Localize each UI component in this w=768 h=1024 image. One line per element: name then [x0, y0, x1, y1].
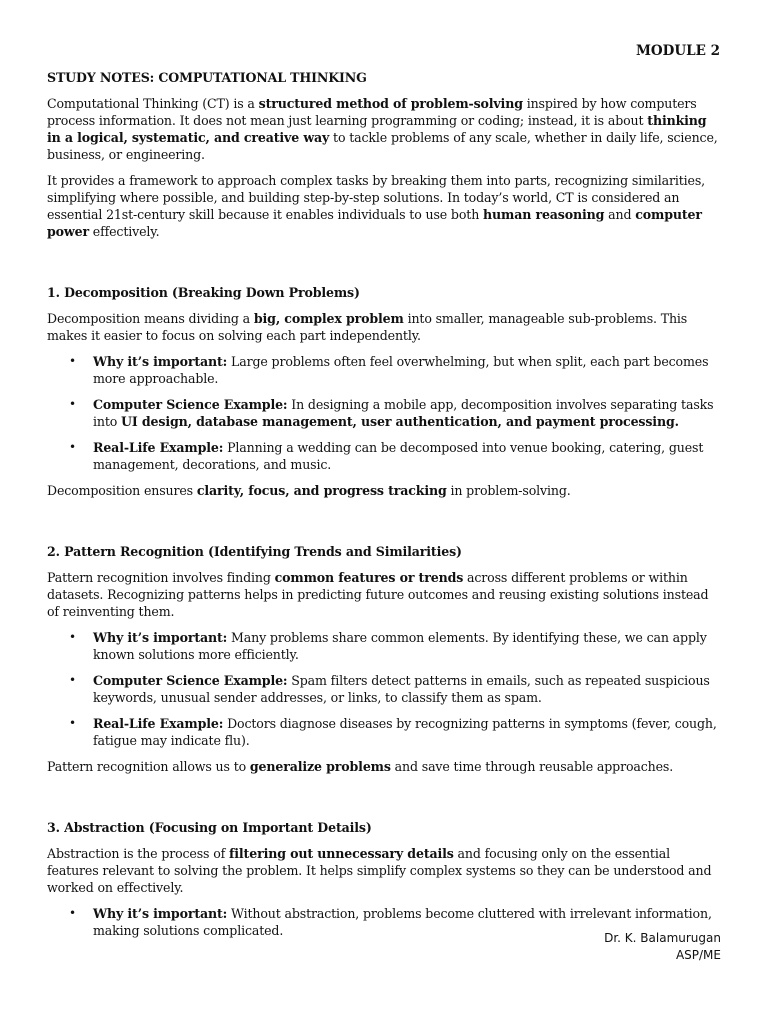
- list-item: • Computer Science Example: In designing a mobile app, decomposition involves separating tasks into UI design, database management, user authentication, and payment processing.: [69, 397, 714, 429]
- bullet-glyph: •: [69, 397, 76, 411]
- section-heading-abstraction: 3. Abstraction (Focusing on Important Details): [47, 820, 372, 835]
- bullet-glyph: •: [69, 630, 76, 644]
- list-item: • Real-Life Example: Doctors diagnose diseases by recognizing patterns in symptoms (fever, cough, fatigue may indicate flu).: [69, 716, 717, 748]
- section-intro: Decomposition means dividing a big, complex problem into smaller, manageable sub-problems. This makes it easier to focus on solving each part independently.: [47, 311, 688, 343]
- list-item: • Why it’s important: Many problems share common elements. By identifying these, we can apply known solutions more efficiently.: [69, 630, 707, 662]
- list-item: • Real-Life Example: Planning a wedding can be decomposed into venue booking, catering, guest management, decorations, and music.: [69, 440, 704, 472]
- bullet-glyph: •: [69, 906, 76, 920]
- module-label: MODULE 2: [635, 43, 720, 59]
- list-item: • Computer Science Example: Spam filters detect patterns in emails, such as repeated suspicious keywords, unusual sender addresses, or links, to classify them as spam.: [69, 673, 710, 705]
- intro-paragraph-2: It provides a framework to approach complex tasks by breaking them into parts, recognizing similarities, simplifying where possible, and building step-by-step solutions. In today’s world, CT is considered an essential 21st-century skill because it enables individuals to use both human reasoning and computer power effectively.: [47, 173, 705, 239]
- bullet-list: [47, 629, 723, 749]
- list-item: • Why it’s important: Without abstraction, problems become cluttered with irrelevant information, making solutions complicated.: [69, 906, 712, 938]
- section-heading-decomposition: 1. Decomposition (Breaking Down Problems): [47, 285, 360, 300]
- author-name: Dr. K. Balamurugan: [604, 931, 721, 945]
- bullet-list: [47, 353, 723, 473]
- section-summary: Decomposition ensures clarity, focus, and progress tracking in problem-solving.: [47, 483, 571, 498]
- bullet-glyph: •: [69, 354, 76, 368]
- section-intro: Pattern recognition involves finding common features or trends across different problems or within datasets. Recognizing patterns helps in predicting future outcomes and reusing existing solutions instead of reinventing them.: [47, 570, 709, 619]
- author-role: ASP/ME: [675, 948, 721, 962]
- bullet-glyph: •: [69, 716, 76, 730]
- bullet-glyph: •: [69, 440, 76, 454]
- section-heading-pattern-recognition: 2. Pattern Recognition (Identifying Trends and Similarities): [47, 544, 462, 559]
- list-item: • Why it’s important: Large problems often feel overwhelming, but when split, each part becomes more approachable.: [69, 354, 709, 386]
- section-intro: Abstraction is the process of filtering out unnecessary details and focusing only on the essential features relevant to solving the problem. It helps simplify complex systems so they can be understood and worked on effectively.: [47, 846, 712, 895]
- page-title: STUDY NOTES: COMPUTATIONAL THINKING: [47, 70, 367, 85]
- intro-paragraph-1: Computational Thinking (CT) is a structured method of problem-solving inspired by how computers process information. It does not mean just learning programming or coding; instead, it is about thinking in a logical, systematic, and creative way to tackle problems of any scale, whether in daily life, science, business, or engineering.: [47, 96, 718, 162]
- notes-body: [47, 69, 723, 948]
- section-summary: Pattern recognition allows us to generalize problems and save time through reusable approaches.: [47, 759, 674, 774]
- footer-signature: [604, 930, 721, 964]
- bullet-glyph: •: [69, 673, 76, 687]
